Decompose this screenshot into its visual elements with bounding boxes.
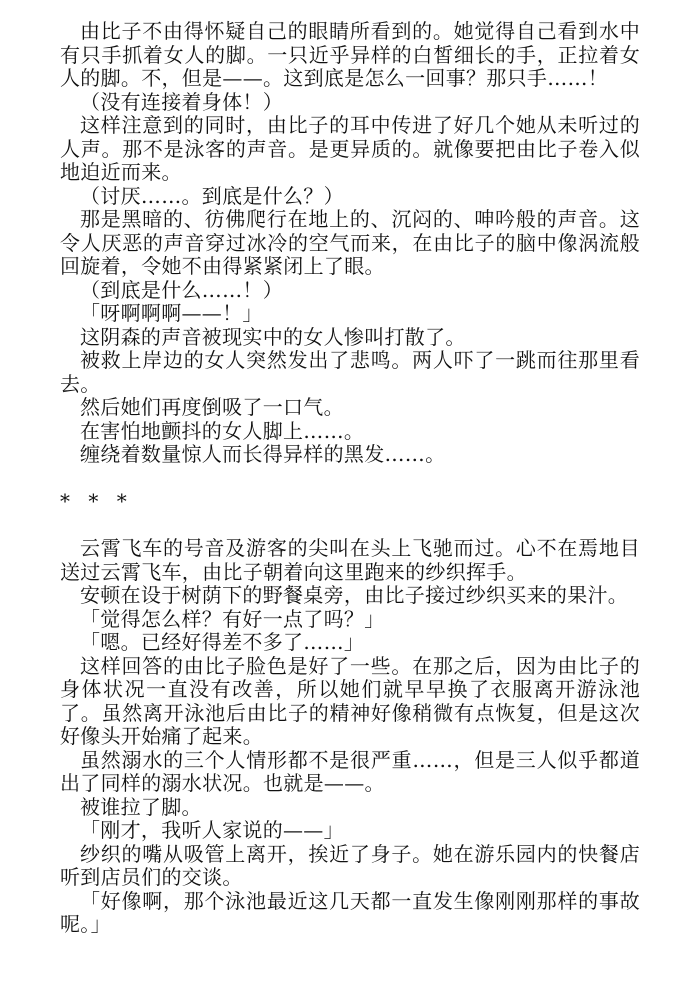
section-2 [60,537,640,937]
paragraph: 「觉得怎么样？有好一点了吗？」 [80,606,385,631]
document-page [60,20,640,937]
paragraph: 这样注意到的同时，由比子的耳中传进了好几个她从未听过的人声。那不是泳客的声音。是更异质的。就像要把由比子卷入似地迫近而来。 [60,113,640,184]
paragraph: 「呀啊啊啊——！」 [80,301,263,325]
paragraph: 被谁拉了脚。 [80,794,202,819]
paragraph: 缠绕着数量惊人而长得异样的黑发……。 [80,442,446,466]
paragraph: （到底是什么……！） [80,277,283,302]
paragraph: 然后她们再度倒吸了一口气。 [80,395,344,419]
paragraph: 「好像啊，那个泳池最近这几天都一直发生像刚刚那样的事故呢。」 [60,888,640,936]
paragraph: 「嗯。已经好得差不多了……」 [80,630,365,654]
paragraph: 那是黑暗的、彷佛爬行在地上的、沉闷的、呻吟般的声音。这令人厌恶的声音穿过冰冷的空气而来，在由比子的脑中像涡流般回旋着，令她不由得紧紧闭上了眼。 [60,207,640,278]
paragraph: 虽然溺水的三个人情形都不是很严重……，但是三人似乎都道出了同样的溺水状况。也就是——。 [60,747,640,795]
paragraph: （讨厌……。到底是什么？） [80,183,344,208]
paragraph: 由比子不由得怀疑自己的眼睛所看到的。她觉得自己看到水中有只手抓着女人的脚。一只近乎异样的白皙细长的手，正拉着女人的脚。不，但是——。这到底是怎么一回事？那只手……！ [60,19,640,90]
paragraph: 云霄飞车的号音及游客的尖叫在头上飞驰而过。心不在焉地目送过云霄飞车，由比子朝着向这里跑来的纱织挥手。 [60,536,640,584]
paragraph: 在害怕地颤抖的女人脚上……。 [80,418,365,443]
paragraph: 「刚才，我听人家说的——」 [80,818,344,842]
section-separator: * * * [60,489,133,513]
section-1 [60,20,640,467]
paragraph: 被救上岸边的女人突然发出了悲鸣。两人吓了一跳而往那里看去。 [60,348,640,396]
paragraph: 纱织的嘴从吸管上离开，挨近了身子。她在游乐园内的快餐店听到店员们的交谈。 [60,841,640,889]
paragraph: 安顿在设于树荫下的野餐桌旁，由比子接过纱织买来的果汁。 [80,583,629,607]
paragraph: （没有连接着身体！） [80,89,283,114]
paragraph: 这阴森的声音被现实中的女人惨叫打散了。 [80,324,466,349]
paragraph: 这样回答的由比子脸色是好了一些。在那之后，因为由比子的身体状况一直没有改善，所以她们就早早换了衣服离开游泳池了。虽然离开泳池后由比子的精神好像稍微有点恢复，但是这次好像头开始痛了起来。 [60,653,640,748]
